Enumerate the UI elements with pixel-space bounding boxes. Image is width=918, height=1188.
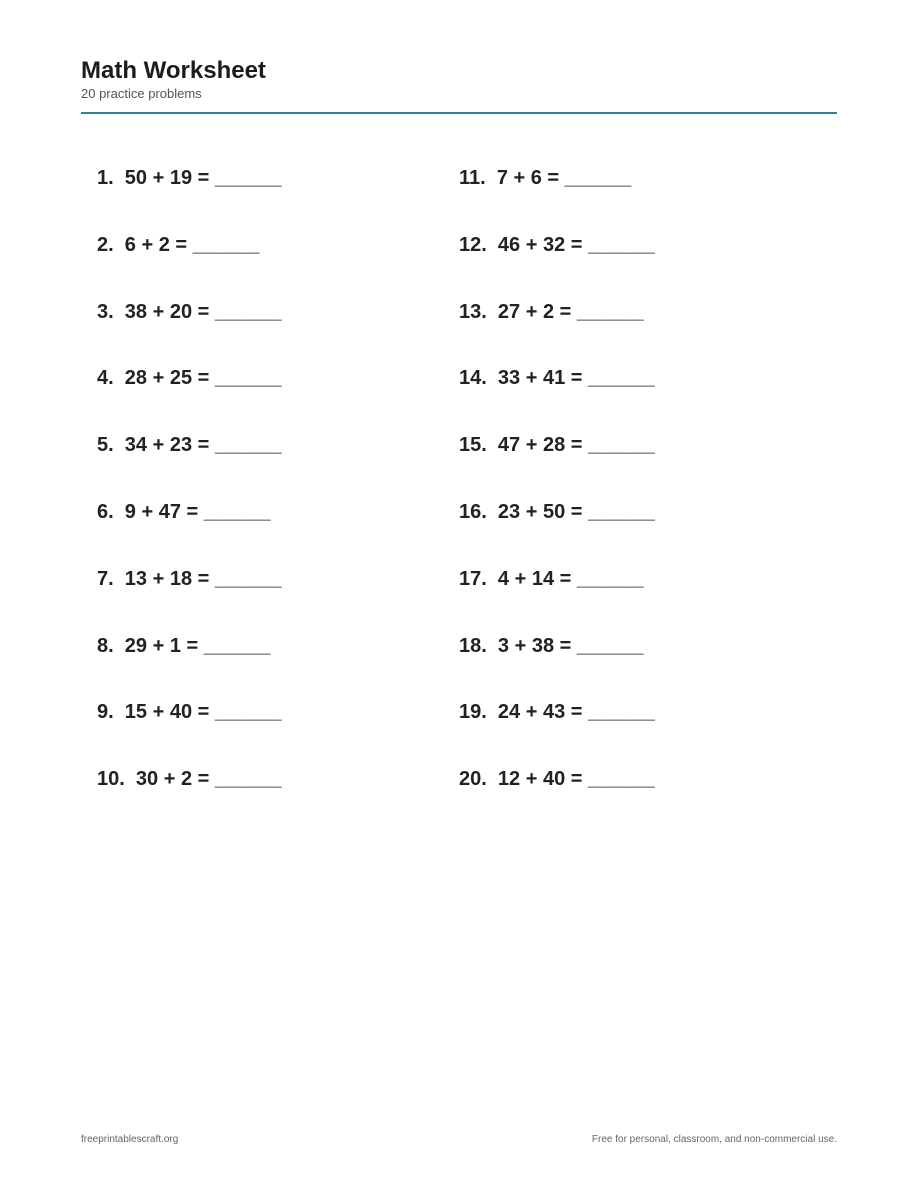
problem-7: 7. 13 + 18 = ______ [97, 567, 282, 590]
problem-19: 19. 24 + 43 = ______ [459, 701, 655, 724]
problem-16: 16. 23 + 50 = ______ [459, 500, 655, 523]
problem-20: 20. 12 + 40 = ______ [459, 768, 655, 791]
problem-6: 6. 9 + 47 = ______ [97, 500, 271, 523]
page-title: Math Worksheet [81, 57, 266, 84]
problem-11: 11. 7 + 6 = ______ [459, 167, 632, 189]
problem-14: 14. 33 + 41 = ______ [459, 367, 655, 390]
problem-12: 12. 46 + 32 = ______ [459, 233, 655, 256]
problem-4: 4. 28 + 25 = ______ [97, 367, 282, 390]
problem-18: 18. 3 + 38 = ______ [459, 634, 644, 657]
problem-column-left [97, 163, 457, 831]
problem-3: 3. 38 + 20 = ______ [97, 300, 282, 323]
problem-1: 1. 50 + 19 = ______ [97, 167, 282, 189]
problem-column-right [459, 163, 819, 831]
footer-usage-note: Free for personal, classroom, and non-commercial use. [591, 1134, 837, 1145]
problem-17: 17. 4 + 14 = ______ [459, 567, 644, 590]
problem-13: 13. 27 + 2 = ______ [459, 300, 644, 323]
problem-list [97, 163, 837, 803]
problem-5: 5. 34 + 23 = ______ [97, 434, 282, 457]
page-subtitle: 20 practice problems [81, 86, 202, 101]
footer-site: freeprintablescraft.org [81, 1134, 179, 1145]
problem-2: 2. 6 + 2 = ______ [97, 233, 260, 256]
worksheet-header [81, 57, 837, 114]
problem-9: 9. 15 + 40 = ______ [97, 701, 282, 724]
problem-10: 10. 30 + 2 = ______ [97, 768, 282, 791]
problem-8: 8. 29 + 1 = ______ [97, 634, 271, 657]
problem-15: 15. 47 + 28 = ______ [459, 434, 655, 457]
